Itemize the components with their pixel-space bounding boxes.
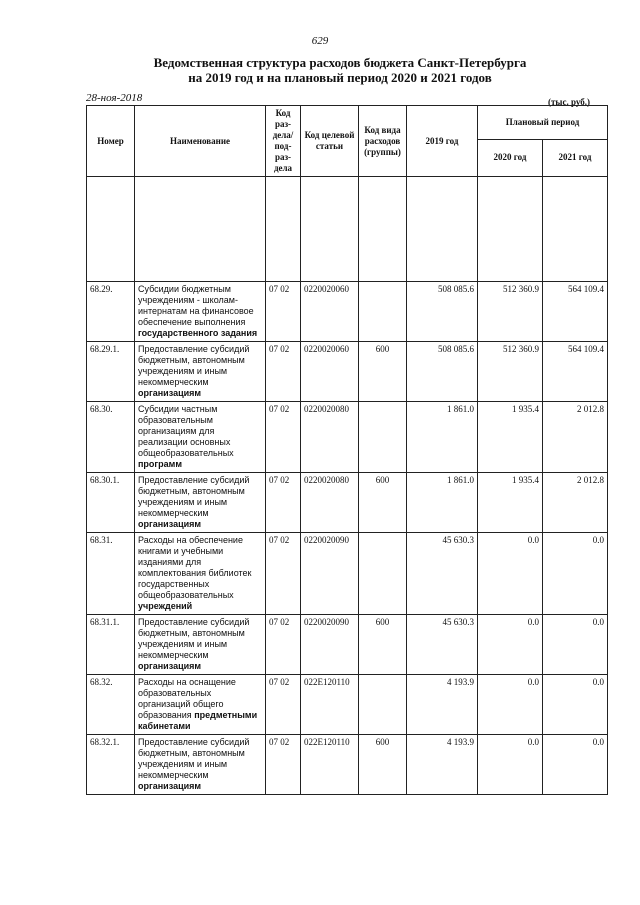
row-number: 68.29. [87,282,135,342]
table-row [87,533,608,615]
header-spacer-cell [543,177,608,282]
row-name-last-line: предметными кабинетами [138,710,258,731]
row-name-last-line: организациям [138,519,202,529]
row-target-code: 022E120110 [301,675,359,735]
table-row [87,675,608,735]
row-name-last-line: программ [138,459,182,469]
row-target-code: 0220020090 [301,533,359,615]
row-target-code: 0220020090 [301,615,359,675]
row-section-code: 07 02 [266,533,301,615]
row-value-2020: 512 360.9 [478,342,543,402]
row-target-code: 0220020080 [301,473,359,533]
row-section-code: 07 02 [266,735,301,795]
header-spacer-cell [478,177,543,282]
row-expense-type: 600 [359,735,407,795]
table-body [87,282,608,795]
header-number: Номер [87,106,135,177]
row-name-text: Субсидии частным образовательным организациям для реализации основных общеобразовательных [138,404,234,458]
row-name-last-line: государственного задания [138,328,258,338]
row-value-2020: 0.0 [478,533,543,615]
row-number: 68.31.1. [87,615,135,675]
header-2021: 2021 год [543,139,608,176]
row-section-code: 07 02 [266,473,301,533]
table-row [87,735,608,795]
header-target-code: Код целевой статьи [301,106,359,177]
row-name-text: Расходы на оснащение образовательных организаций общего образования [138,677,236,720]
row-number: 68.30.1. [87,473,135,533]
header-section-code: Код раз- дела/ под- раз- дела [266,106,301,177]
header-spacer-cell [266,177,301,282]
row-name [135,282,266,342]
row-expense-type [359,533,407,615]
header-spacer-cell [301,177,359,282]
row-value-2021: 2 012.8 [543,402,608,473]
row-section-code: 07 02 [266,615,301,675]
header-spacer-row [87,177,608,282]
row-name-text: Предоставление субсидий бюджетным, автономным учреждениям и иным некоммерческим [138,344,250,387]
row-expense-type [359,675,407,735]
row-target-code: 0220020060 [301,282,359,342]
row-expense-type: 600 [359,342,407,402]
header-2019: 2019 год [407,106,478,177]
row-name [135,675,266,735]
row-number: 68.31. [87,533,135,615]
row-name-text: Предоставление субсидий бюджетным, автономным учреждениям и иным некоммерческим [138,617,250,660]
row-name [135,533,266,615]
row-value-2021: 0.0 [543,615,608,675]
row-number: 68.29.1. [87,342,135,402]
row-name-text: Предоставление субсидий бюджетным, автономным учреждениям и иным некоммерческим [138,737,250,780]
row-name-text: Расходы на обеспечение книгами и учебными изданиями для комплектования библиотек государственных общеобразовательных [138,535,252,600]
table-row [87,342,608,402]
row-value-2019: 508 085.6 [407,342,478,402]
row-name-text: Предоставление субсидий бюджетным, автономным учреждениям и иным некоммерческим [138,475,250,518]
row-value-2020: 0.0 [478,675,543,735]
row-value-2020: 1 935.4 [478,473,543,533]
row-value-2019: 45 630.3 [407,615,478,675]
row-name [135,473,266,533]
row-section-code: 07 02 [266,402,301,473]
row-name [135,402,266,473]
header-2020: 2020 год [478,139,543,176]
row-value-2020: 0.0 [478,615,543,675]
header-row [87,106,608,140]
row-value-2019: 508 085.6 [407,282,478,342]
table-row [87,402,608,473]
row-name-last-line: организациям [138,388,202,398]
row-name-last-line: организациям [138,781,202,791]
header-name: Наименование [135,106,266,177]
row-value-2019: 1 861.0 [407,402,478,473]
row-number: 68.32. [87,675,135,735]
row-value-2020: 1 935.4 [478,402,543,473]
row-name [135,735,266,795]
row-value-2021: 564 109.4 [543,282,608,342]
title-line-1: Ведомственная структура расходов бюджета Санкт-Петербурга [153,55,527,70]
row-value-2021: 2 012.8 [543,473,608,533]
row-value-2019: 45 630.3 [407,533,478,615]
table-row [87,473,608,533]
row-target-code: 0220020080 [301,402,359,473]
row-value-2020: 512 360.9 [478,282,543,342]
row-value-2020: 0.0 [478,735,543,795]
title-line-2: на 2019 год и на плановый период 2020 и 2021 годов [188,70,492,85]
header-expense-type-code: Код вида расходов (группы) [359,106,407,177]
row-section-code: 07 02 [266,675,301,735]
row-value-2021: 0.0 [543,675,608,735]
row-name-last-line: учреждений [138,601,193,611]
header-plan-period: Плановый период [478,106,608,140]
row-target-code: 0220020060 [301,342,359,402]
table-row [87,615,608,675]
document-title [90,55,590,85]
row-value-2019: 1 861.0 [407,473,478,533]
row-expense-type: 600 [359,615,407,675]
row-number: 68.30. [87,402,135,473]
row-target-code: 022E120110 [301,735,359,795]
row-name [135,342,266,402]
row-expense-type [359,402,407,473]
header-spacer-cell [407,177,478,282]
row-name [135,615,266,675]
row-section-code: 07 02 [266,342,301,402]
page-number: 629 [311,35,329,47]
header-spacer-cell [135,177,266,282]
row-value-2021: 0.0 [543,735,608,795]
row-section-code: 07 02 [266,282,301,342]
document-date: 28-ноя-2018 [86,92,143,104]
row-value-2019: 4 193.9 [407,675,478,735]
row-expense-type [359,282,407,342]
row-value-2021: 0.0 [543,533,608,615]
row-value-2021: 564 109.4 [543,342,608,402]
row-name-text: Субсидии бюджетным учреждениям - школам-интернатам на финансовое обеспечение выполнения [138,284,254,327]
header-spacer-cell [359,177,407,282]
row-name-last-line: организациям [138,661,202,671]
table-row [87,282,608,342]
header-spacer-cell [87,177,135,282]
budget-table [86,105,608,795]
row-expense-type: 600 [359,473,407,533]
row-number: 68.32.1. [87,735,135,795]
units-label: (тыс. руб.) [548,97,590,107]
row-value-2019: 4 193.9 [407,735,478,795]
